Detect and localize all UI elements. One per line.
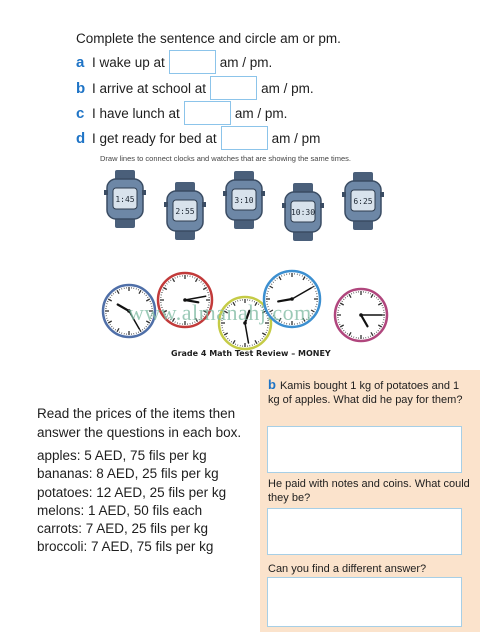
price-list [37,447,226,557]
panel-question-3: Can you find a different answer? [268,563,427,575]
question-a [76,50,272,74]
question-letter: c [76,104,85,122]
answer-box[interactable] [221,126,268,150]
question-letter: d [76,129,86,147]
question-prefix: I arrive at school at [92,80,207,96]
question-prefix: I get ready for bed at [92,130,217,146]
answer-box[interactable] [184,101,231,125]
digital-watch [342,172,384,230]
watch-time: 3:10 [234,196,254,205]
watch-time: 10:30 [290,208,316,217]
panel-question-2: He paid with notes and coins. What could they be? [268,478,470,504]
prices-intro: Read the prices of the items then answer the questions in each box. [37,406,242,440]
question-d [76,126,320,150]
watch-time: 6:25 [353,197,373,206]
question-b [76,76,314,100]
price-item: apples: 5 AED, 75 fils per kg [37,448,207,463]
price-item: bananas: 8 AED, 25 fils per kg [37,466,219,482]
watch-time: 1:45 [115,195,135,204]
question-panel [260,370,480,632]
draw-lines-instruction: Draw lines to connect clocks and watches that are showing the same times. [100,154,351,163]
question-letter: b [76,79,86,97]
digital-watch [282,183,324,241]
panel-letter: b [268,377,276,392]
watch-time: 2:55 [175,207,195,216]
question-suffix: am / pm. [234,105,288,121]
instruction-text: Complete the sentence and circle am or pm. [76,31,341,46]
question-prefix: I have lunch at [92,105,180,121]
question-letter: a [76,53,85,71]
price-item: potatoes: 12 AED, 25 fils per kg [37,484,227,500]
review-title: Grade 4 Math Test Review – MONEY [171,349,331,358]
answer-box-2[interactable] [267,508,462,555]
question-c [76,101,287,125]
question-suffix: am / pm. [219,54,273,70]
price-item: carrots: 7 AED, 25 fils per kg [37,521,209,537]
answer-box-3[interactable] [267,577,462,627]
answer-box-1[interactable] [267,426,462,473]
answer-box[interactable] [169,50,216,74]
digital-watch [164,182,206,240]
question-suffix: am / pm. [261,80,314,96]
question-prefix: I wake up at [92,54,165,70]
answer-box[interactable] [210,76,257,100]
analog-clock [332,286,390,344]
price-item: melons: 1 AED, 50 fils each [37,502,203,518]
watermark-text: www.almanahj.com [128,300,312,325]
panel-question [268,378,473,407]
question-suffix: am / pm [271,130,321,146]
digital-watch [223,171,265,229]
panel-question-text: Kamis bought 1 kg of potatoes and 1 kg of apples. What did he pay for them? [268,380,463,406]
digital-watch [104,170,146,228]
price-item: broccoli: 7 AED, 75 fils per kg [37,539,214,555]
